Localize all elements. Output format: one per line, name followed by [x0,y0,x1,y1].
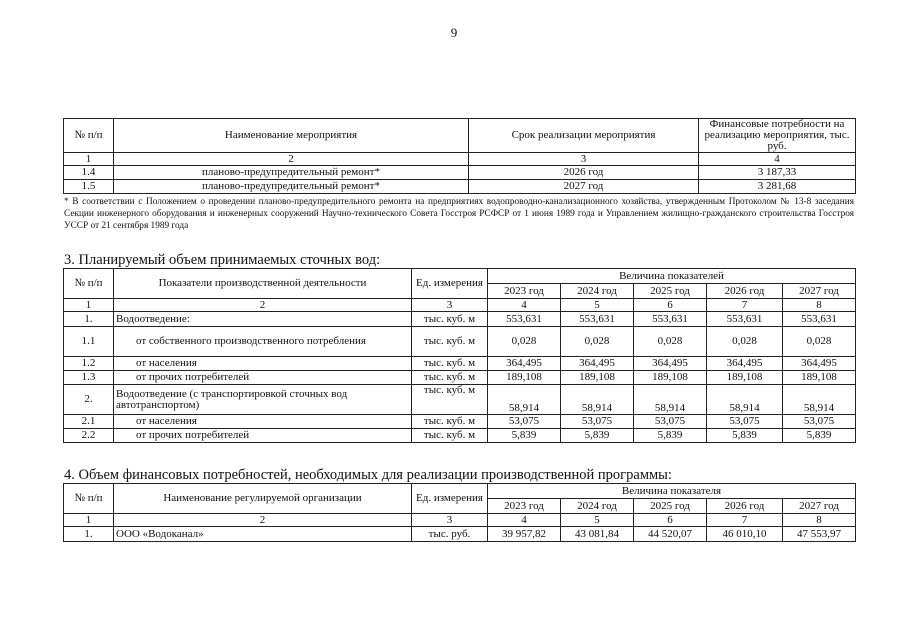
header-num: № п/п [64,119,114,153]
value-2025: 189,108 [634,371,707,385]
numbering-cell: 5 [561,514,634,527]
value-2027: 53,075 [783,415,856,429]
activity-name: планово-предупредительный ремонт* [114,166,469,180]
value-2025: 553,631 [634,312,707,327]
financial-needs-table [63,483,856,542]
value-2026: 0,028 [707,327,783,357]
value-2026: 189,108 [707,371,783,385]
value-2026: 364,495 [707,357,783,371]
section-3-title: 3. Планируемый объем принимаемых сточных вод: [64,252,381,268]
financial-value: 3 187,33 [699,166,856,180]
unit: тыс. куб. м [412,429,488,443]
value-2027: 58,914 [783,385,856,415]
value-2024: 553,631 [561,312,634,327]
activity-name: планово-предупредительный ремонт* [114,180,469,194]
table-row [64,385,856,415]
table-row [64,166,856,180]
header-year: 2027 год [783,284,856,299]
value-2025: 0,028 [634,327,707,357]
activities-table [63,118,856,194]
numbering-cell: 1 [64,514,114,527]
financial-value: 3 281,68 [699,180,856,194]
header-year: 2026 год [707,499,783,514]
value-2024: 58,914 [561,385,634,415]
numbering-cell: 2 [114,514,412,527]
value-2026: 5,839 [707,429,783,443]
unit: тыс. куб. м [412,327,488,357]
value-2027: 47 553,97 [783,527,856,542]
numbering-cell: 8 [783,299,856,312]
numbering-cell: 1 [64,299,114,312]
table-row [64,357,856,371]
row-num: 1.1 [64,327,114,357]
value-2024: 53,075 [561,415,634,429]
numbering-cell: 7 [707,514,783,527]
table-row [64,415,856,429]
unit: тыс. куб. м [412,385,488,415]
value-2023: 0,028 [488,327,561,357]
organization-name: ООО «Водоканал» [114,527,412,542]
indicator-name: от собственного производственного потребления [114,327,412,357]
numbering-cell: 4 [699,153,856,166]
row-num: 1. [64,527,114,542]
indicator-name: от населения [114,415,412,429]
row-num: 1.3 [64,371,114,385]
value-2024: 0,028 [561,327,634,357]
footnote: * В соответствии с Положением о проведении планово-предупредительного ремонта на предприятиях водопроводно-канализационного хозяйства, утвержденным Протоколом № 13-8 заседания Секции инженерного оборудования и инженерных сооружений Научно-технического Совета Госстроя РСФСР от 1 июня 1989 года и Управлением жилищно-гражданского строительства Госстроя УССР от 21 сентября 1989 года [64,197,854,231]
value-2023: 364,495 [488,357,561,371]
table-row [64,429,856,443]
value-2027: 553,631 [783,312,856,327]
header-values-group: Величина показателя [488,484,856,499]
header-unit: Ед. измерения [412,484,488,514]
value-2023: 39 957,82 [488,527,561,542]
row-num: 2.2 [64,429,114,443]
page-number: 9 [450,25,458,40]
header-year: 2025 год [634,499,707,514]
row-num: 1.4 [64,166,114,180]
numbering-cell: 4 [488,514,561,527]
header-year: 2024 год [561,499,634,514]
numbering-cell: 6 [634,514,707,527]
numbering-cell: 2 [114,153,469,166]
value-2024: 43 081,84 [561,527,634,542]
header-year: 2026 год [707,284,783,299]
wastewater-table [63,268,856,443]
numbering-cell: 2 [114,299,412,312]
header-num: № п/п [64,269,114,299]
value-2026: 46 010,10 [707,527,783,542]
unit: тыс. куб. м [412,415,488,429]
value-2023: 53,075 [488,415,561,429]
section-4-title: 4. Объем финансовых потребностей, необходимых для реализации производственной программы: [64,467,672,483]
value-2024: 189,108 [561,371,634,385]
unit: тыс. руб. [412,527,488,542]
numbering-cell: 3 [412,514,488,527]
row-num: 1. [64,312,114,327]
header-year: 2024 год [561,284,634,299]
value-2023: 553,631 [488,312,561,327]
numbering-cell: 4 [488,299,561,312]
value-2026: 58,914 [707,385,783,415]
numbering-cell: 6 [634,299,707,312]
unit: тыс. куб. м [412,371,488,385]
header-year: 2023 год [488,284,561,299]
row-num: 2. [64,385,114,415]
table-row [64,527,856,542]
row-num: 1.5 [64,180,114,194]
value-2023: 58,914 [488,385,561,415]
row-num: 1.2 [64,357,114,371]
header-year: 2023 год [488,499,561,514]
indicator-name: от населения [114,357,412,371]
header-organization: Наименование регулируемой организации [114,484,412,514]
header-financial-needs: Финансовые потребности на реализацию мероприятия, тыс. руб. [699,119,856,153]
value-2025: 5,839 [634,429,707,443]
header-year: 2025 год [634,284,707,299]
numbering-cell: 5 [561,299,634,312]
header-unit: Ед. измерения [412,269,488,299]
indicator-name: Водоотведение: [114,312,412,327]
header-activity-name: Наименование мероприятия [114,119,469,153]
value-2025: 364,495 [634,357,707,371]
value-2023: 189,108 [488,371,561,385]
numbering-cell: 3 [412,299,488,312]
indicator-name: от прочих потребителей [114,371,412,385]
header-num: № п/п [64,484,114,514]
table-row [64,312,856,327]
table-row [64,371,856,385]
value-2026: 553,631 [707,312,783,327]
value-2025: 58,914 [634,385,707,415]
value-2027: 0,028 [783,327,856,357]
value-2024: 364,495 [561,357,634,371]
value-2025: 44 520,07 [634,527,707,542]
numbering-cell: 7 [707,299,783,312]
header-deadline: Срок реализации мероприятия [469,119,699,153]
value-2024: 5,839 [561,429,634,443]
deadline: 2026 год [469,166,699,180]
value-2027: 364,495 [783,357,856,371]
value-2027: 5,839 [783,429,856,443]
value-2025: 53,075 [634,415,707,429]
value-2023: 5,839 [488,429,561,443]
unit: тыс. куб. м [412,312,488,327]
header-values-group: Величина показателей [488,269,856,284]
indicator-name: Водоотведение (с транспортировкой сточных вод автотранспортом) [114,385,412,415]
numbering-cell: 3 [469,153,699,166]
header-year: 2027 год [783,499,856,514]
value-2027: 189,108 [783,371,856,385]
unit: тыс. куб. м [412,357,488,371]
row-num: 2.1 [64,415,114,429]
value-2026: 53,075 [707,415,783,429]
numbering-cell: 1 [64,153,114,166]
table-row [64,180,856,194]
table-row [64,327,856,357]
deadline: 2027 год [469,180,699,194]
numbering-cell: 8 [783,514,856,527]
indicator-name: от прочих потребителей [114,429,412,443]
header-indicator: Показатели производственной деятельности [114,269,412,299]
